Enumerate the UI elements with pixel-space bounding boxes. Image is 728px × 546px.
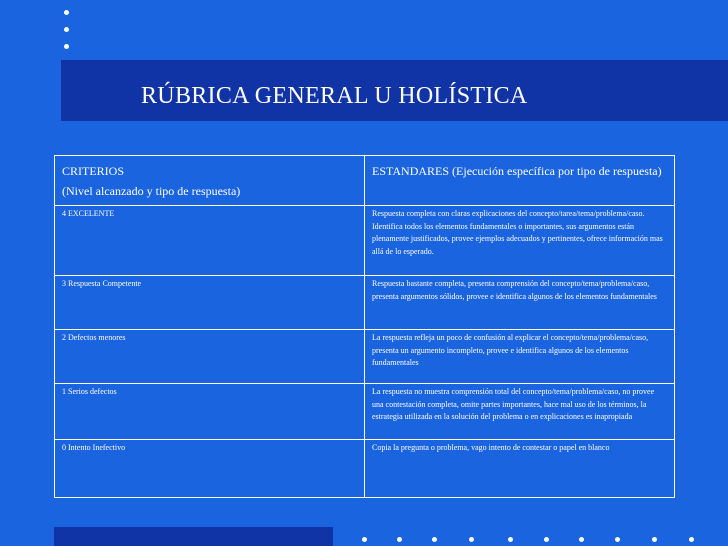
table-row: [55, 330, 675, 384]
decorative-dot: [652, 537, 657, 542]
level-cell: 4 EXCELENTE: [55, 206, 365, 276]
decorative-dot: [469, 537, 474, 542]
decorative-dot: [64, 10, 69, 15]
slide-title: RÚBRICA GENERAL U HOLÍSTICA: [141, 83, 528, 109]
level-cell: 2 Defectos menores: [55, 330, 365, 384]
level-cell: 0 Intento Inefectivo: [55, 440, 365, 498]
title-bar: [61, 60, 728, 121]
description-cell: Respuesta completa con claras explicaciones del concepto/tarea/tema/problema/caso. Identifica todos los elementos fundamentales o importantes, sus argumentos están plenamente justificados, provee ejemplos adecuados y pertinentes, ofrece información mas allá de lo esperado.: [365, 206, 675, 276]
decorative-dot: [397, 537, 402, 542]
description-cell: Copia la pregunta o problema, vago intento de contestar o papel en blanco: [365, 440, 675, 498]
criteria-header: CRITERIOS: [62, 164, 125, 178]
decorative-dot: [544, 537, 549, 542]
table-row: [55, 440, 675, 498]
decorative-dot: [579, 537, 584, 542]
description-cell: La respuesta no muestra comprensión total del concepto/tema/problema/caso, no provee una contestación completa, omite partes importantes, hace mal uso de los términos, la estrategia utilizada en la solución del problema o en explicaciones es inapropiada: [365, 384, 675, 440]
standards-header-cell: [365, 156, 675, 206]
decorative-dot: [64, 27, 69, 32]
level-cell: 3 Respuesta Competente: [55, 276, 365, 330]
decorative-dot: [362, 537, 367, 542]
level-cell: 1 Serios defectos: [55, 384, 365, 440]
decorative-dot: [615, 537, 620, 542]
standards-header: ESTANDARES (Ejecución específica por tipo de respuesta): [372, 164, 662, 178]
table-header-row: [55, 156, 675, 206]
decorative-dot: [508, 537, 513, 542]
decorative-dot: [432, 537, 437, 542]
bottom-bar: [54, 527, 333, 546]
table-row: [55, 276, 675, 330]
table-row: [55, 384, 675, 440]
decorative-dot: [689, 537, 694, 542]
rubric-table: [54, 155, 675, 498]
description-cell: La respuesta refleja un poco de confusión al explicar el concepto/tema/problema/caso, presenta un argumento incompleto, provee e identifica algunos de los elementos fundamentales: [365, 330, 675, 384]
table-row: [55, 206, 675, 276]
decorative-dot: [64, 44, 69, 49]
criteria-header-cell: [55, 156, 365, 206]
criteria-subheader: (Nivel alcanzado y tipo de respuesta): [62, 184, 241, 198]
description-cell: Respuesta bastante completa, presenta comprensión del concepto/tema/problema/caso, presenta argumentos sólidos, provee e identifica algunos de los elementos fundamentales: [365, 276, 675, 330]
